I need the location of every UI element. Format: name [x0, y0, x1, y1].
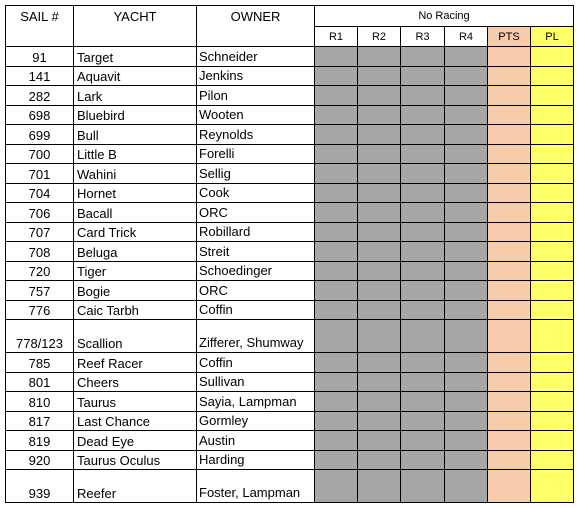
sail-number-cell: 707 — [6, 222, 74, 242]
place-cell — [531, 164, 574, 184]
race-2-cell — [358, 66, 401, 86]
header-r4: R4 — [445, 27, 488, 47]
table-row — [6, 222, 574, 242]
yacht-name-cell: Last Chance — [74, 411, 197, 431]
race-2-cell — [358, 261, 401, 281]
race-4-cell — [445, 320, 488, 353]
race-2-cell — [358, 320, 401, 353]
header-sail: SAIL # — [6, 6, 74, 47]
race-4-cell — [445, 470, 488, 503]
place-cell — [531, 183, 574, 203]
table-row — [6, 125, 574, 145]
place-cell — [531, 431, 574, 451]
race-3-cell — [401, 164, 445, 184]
race-1-cell — [315, 183, 358, 203]
place-cell — [531, 392, 574, 412]
race-1-cell — [315, 450, 358, 470]
table-row — [6, 47, 574, 67]
header-r3: R3 — [401, 27, 445, 47]
yacht-name-cell: Taurus Oculus — [74, 450, 197, 470]
points-cell — [488, 372, 531, 392]
race-4-cell — [445, 125, 488, 145]
table-row — [6, 105, 574, 125]
race-1-cell — [315, 203, 358, 223]
race-2-cell — [358, 125, 401, 145]
header-no-racing: No Racing — [315, 6, 574, 27]
owner-cell: Zifferer, Shumway — [197, 320, 315, 353]
race-3-cell — [401, 470, 445, 503]
sail-number-cell: 699 — [6, 125, 74, 145]
race-1-cell — [315, 66, 358, 86]
race-2-cell — [358, 203, 401, 223]
race-3-cell — [401, 125, 445, 145]
race-4-cell — [445, 105, 488, 125]
owner-cell: Schoedinger — [197, 261, 315, 281]
yacht-name-cell: Reefer — [74, 470, 197, 503]
points-cell — [488, 47, 531, 67]
sail-number-cell: 282 — [6, 86, 74, 106]
points-cell — [488, 203, 531, 223]
header-pl: PL — [531, 27, 574, 47]
race-1-cell — [315, 392, 358, 412]
race-3-cell — [401, 300, 445, 320]
results-table-wrapper — [5, 5, 574, 503]
place-cell — [531, 242, 574, 262]
race-3-cell — [401, 222, 445, 242]
place-cell — [531, 47, 574, 67]
race-1-cell — [315, 431, 358, 451]
race-2-cell — [358, 450, 401, 470]
owner-cell: ORC — [197, 203, 315, 223]
race-1-cell — [315, 125, 358, 145]
race-1-cell — [315, 242, 358, 262]
race-3-cell — [401, 105, 445, 125]
race-4-cell — [445, 261, 488, 281]
table-row — [6, 164, 574, 184]
table-row — [6, 320, 574, 353]
yacht-name-cell: Cheers — [74, 372, 197, 392]
yacht-name-cell: Tiger — [74, 261, 197, 281]
race-4-cell — [445, 392, 488, 412]
race-3-cell — [401, 183, 445, 203]
sail-number-cell: 810 — [6, 392, 74, 412]
race-2-cell — [358, 105, 401, 125]
place-cell — [531, 66, 574, 86]
sail-number-cell: 698 — [6, 105, 74, 125]
sail-number-cell: 778/123 — [6, 320, 74, 353]
yacht-name-cell: Bogie — [74, 281, 197, 301]
owner-cell: Schneider — [197, 47, 315, 67]
sail-number-cell: 720 — [6, 261, 74, 281]
owner-cell: Sayia, Lampman — [197, 392, 315, 412]
race-1-cell — [315, 372, 358, 392]
points-cell — [488, 164, 531, 184]
points-cell — [488, 261, 531, 281]
race-4-cell — [445, 353, 488, 373]
table-row — [6, 353, 574, 373]
race-4-cell — [445, 203, 488, 223]
race-2-cell — [358, 242, 401, 262]
sail-number-cell: 700 — [6, 144, 74, 164]
owner-cell: Forelli — [197, 144, 315, 164]
header-yacht: YACHT — [74, 6, 197, 47]
race-2-cell — [358, 47, 401, 67]
race-3-cell — [401, 242, 445, 262]
race-1-cell — [315, 281, 358, 301]
race-2-cell — [358, 164, 401, 184]
owner-cell: Cook — [197, 183, 315, 203]
sail-number-cell: 819 — [6, 431, 74, 451]
race-2-cell — [358, 470, 401, 503]
table-row — [6, 450, 574, 470]
table-row — [6, 144, 574, 164]
table-row — [6, 372, 574, 392]
race-2-cell — [358, 353, 401, 373]
place-cell — [531, 372, 574, 392]
race-3-cell — [401, 431, 445, 451]
race-3-cell — [401, 66, 445, 86]
race-2-cell — [358, 392, 401, 412]
race-1-cell — [315, 105, 358, 125]
points-cell — [488, 300, 531, 320]
owner-cell: Reynolds — [197, 125, 315, 145]
race-2-cell — [358, 411, 401, 431]
yacht-name-cell: Card Trick — [74, 222, 197, 242]
race-1-cell — [315, 47, 358, 67]
race-3-cell — [401, 86, 445, 106]
race-3-cell — [401, 203, 445, 223]
race-1-cell — [315, 300, 358, 320]
points-cell — [488, 86, 531, 106]
header-r1: R1 — [315, 27, 358, 47]
table-row — [6, 86, 574, 106]
owner-cell: Jenkins — [197, 66, 315, 86]
race-1-cell — [315, 470, 358, 503]
points-cell — [488, 431, 531, 451]
sail-number-cell: 776 — [6, 300, 74, 320]
race-4-cell — [445, 164, 488, 184]
points-cell — [488, 222, 531, 242]
owner-cell: Coffin — [197, 353, 315, 373]
yacht-name-cell: Scallion — [74, 320, 197, 353]
race-4-cell — [445, 66, 488, 86]
race-2-cell — [358, 281, 401, 301]
place-cell — [531, 86, 574, 106]
place-cell — [531, 105, 574, 125]
place-cell — [531, 203, 574, 223]
sail-number-cell: 817 — [6, 411, 74, 431]
race-2-cell — [358, 183, 401, 203]
yacht-name-cell: Bluebird — [74, 105, 197, 125]
place-cell — [531, 300, 574, 320]
race-1-cell — [315, 164, 358, 184]
points-cell — [488, 242, 531, 262]
points-cell — [488, 66, 531, 86]
yacht-name-cell: Bacall — [74, 203, 197, 223]
race-4-cell — [445, 144, 488, 164]
points-cell — [488, 320, 531, 353]
table-row — [6, 203, 574, 223]
table-body — [6, 47, 574, 503]
race-4-cell — [445, 222, 488, 242]
race-3-cell — [401, 281, 445, 301]
table-row — [6, 183, 574, 203]
points-cell — [488, 105, 531, 125]
race-1-cell — [315, 411, 358, 431]
yacht-name-cell: Caic Tarbh — [74, 300, 197, 320]
yacht-name-cell: Little B — [74, 144, 197, 164]
race-4-cell — [445, 86, 488, 106]
owner-cell: Sullivan — [197, 372, 315, 392]
yacht-name-cell: Reef Racer — [74, 353, 197, 373]
header-r2: R2 — [358, 27, 401, 47]
race-4-cell — [445, 411, 488, 431]
race-3-cell — [401, 320, 445, 353]
place-cell — [531, 470, 574, 503]
sail-number-cell: 706 — [6, 203, 74, 223]
sail-number-cell: 785 — [6, 353, 74, 373]
owner-cell: Robillard — [197, 222, 315, 242]
owner-cell: Pilon — [197, 86, 315, 106]
race-1-cell — [315, 144, 358, 164]
race-4-cell — [445, 242, 488, 262]
owner-cell: Coffin — [197, 300, 315, 320]
sail-number-cell: 141 — [6, 66, 74, 86]
owner-cell: Austin — [197, 431, 315, 451]
table-row — [6, 470, 574, 503]
race-1-cell — [315, 86, 358, 106]
place-cell — [531, 281, 574, 301]
results-table — [5, 5, 574, 503]
header-pts: PTS — [488, 27, 531, 47]
race-3-cell — [401, 144, 445, 164]
table-row — [6, 300, 574, 320]
yacht-name-cell: Target — [74, 47, 197, 67]
race-4-cell — [445, 450, 488, 470]
race-2-cell — [358, 431, 401, 451]
race-2-cell — [358, 300, 401, 320]
owner-cell: Wooten — [197, 105, 315, 125]
place-cell — [531, 353, 574, 373]
table-row — [6, 242, 574, 262]
owner-cell: Gormley — [197, 411, 315, 431]
header-row-top — [6, 6, 574, 27]
table-row — [6, 261, 574, 281]
sail-number-cell: 920 — [6, 450, 74, 470]
race-1-cell — [315, 261, 358, 281]
race-3-cell — [401, 372, 445, 392]
points-cell — [488, 470, 531, 503]
race-4-cell — [445, 300, 488, 320]
points-cell — [488, 450, 531, 470]
table-row — [6, 281, 574, 301]
owner-cell: Streit — [197, 242, 315, 262]
points-cell — [488, 392, 531, 412]
race-3-cell — [401, 392, 445, 412]
sail-number-cell: 91 — [6, 47, 74, 67]
sail-number-cell: 757 — [6, 281, 74, 301]
place-cell — [531, 411, 574, 431]
race-1-cell — [315, 222, 358, 242]
race-3-cell — [401, 411, 445, 431]
sail-number-cell: 801 — [6, 372, 74, 392]
points-cell — [488, 144, 531, 164]
yacht-name-cell: Lark — [74, 86, 197, 106]
place-cell — [531, 261, 574, 281]
points-cell — [488, 353, 531, 373]
race-4-cell — [445, 281, 488, 301]
yacht-name-cell: Hornet — [74, 183, 197, 203]
owner-cell: Harding — [197, 450, 315, 470]
race-4-cell — [445, 372, 488, 392]
race-1-cell — [315, 353, 358, 373]
header-owner: OWNER — [197, 6, 315, 47]
table-row — [6, 431, 574, 451]
owner-cell: Foster, Lampman — [197, 470, 315, 503]
table-row — [6, 392, 574, 412]
sail-number-cell: 701 — [6, 164, 74, 184]
sail-number-cell: 704 — [6, 183, 74, 203]
race-3-cell — [401, 261, 445, 281]
race-2-cell — [358, 86, 401, 106]
race-4-cell — [445, 431, 488, 451]
place-cell — [531, 125, 574, 145]
race-3-cell — [401, 47, 445, 67]
yacht-name-cell: Aquavit — [74, 66, 197, 86]
place-cell — [531, 450, 574, 470]
sail-number-cell: 939 — [6, 470, 74, 503]
race-4-cell — [445, 183, 488, 203]
table-row — [6, 411, 574, 431]
points-cell — [488, 125, 531, 145]
race-3-cell — [401, 450, 445, 470]
points-cell — [488, 281, 531, 301]
points-cell — [488, 183, 531, 203]
race-3-cell — [401, 353, 445, 373]
owner-cell: ORC — [197, 281, 315, 301]
place-cell — [531, 320, 574, 353]
yacht-name-cell: Dead Eye — [74, 431, 197, 451]
yacht-name-cell: Beluga — [74, 242, 197, 262]
yacht-name-cell: Taurus — [74, 392, 197, 412]
race-1-cell — [315, 320, 358, 353]
race-4-cell — [445, 47, 488, 67]
race-2-cell — [358, 144, 401, 164]
points-cell — [488, 411, 531, 431]
place-cell — [531, 222, 574, 242]
owner-cell: Sellig — [197, 164, 315, 184]
sail-number-cell: 708 — [6, 242, 74, 262]
yacht-name-cell: Wahini — [74, 164, 197, 184]
yacht-name-cell: Bull — [74, 125, 197, 145]
place-cell — [531, 144, 574, 164]
race-2-cell — [358, 222, 401, 242]
table-row — [6, 66, 574, 86]
race-2-cell — [358, 372, 401, 392]
